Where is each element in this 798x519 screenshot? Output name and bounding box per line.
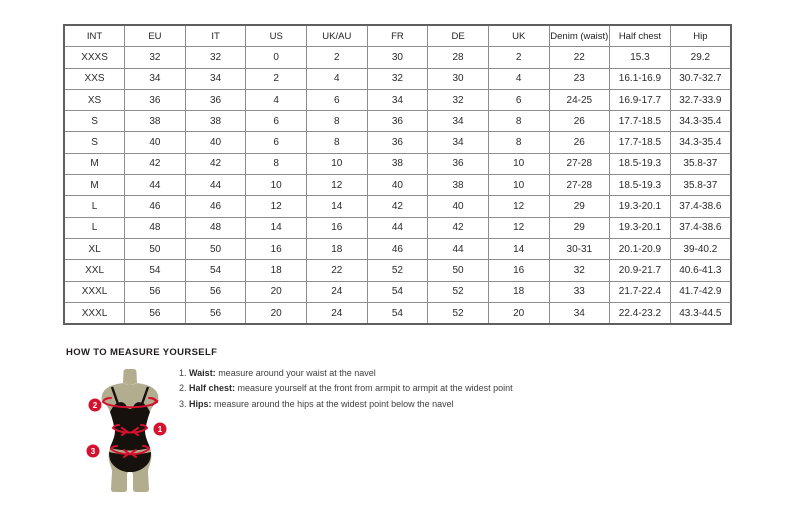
- table-cell: 54: [125, 260, 186, 281]
- mannequin-neck-shape: [123, 369, 137, 385]
- size-chart-header-row: [64, 25, 731, 47]
- table-cell: 2: [488, 47, 549, 68]
- table-cell: 56: [185, 302, 246, 324]
- table-cell: 14: [307, 196, 368, 217]
- table-cell: 19.3-20.1: [610, 196, 671, 217]
- table-cell: XXXS: [64, 47, 125, 68]
- table-cell: 56: [125, 302, 186, 324]
- table-cell: 34: [367, 89, 428, 110]
- table-cell: 32: [428, 89, 489, 110]
- table-cell: 56: [185, 281, 246, 302]
- table-cell: 23: [549, 68, 610, 89]
- table-cell: 22: [307, 260, 368, 281]
- table-cell: 16: [488, 260, 549, 281]
- table-cell: 54: [367, 302, 428, 324]
- table-cell: 35.8-37: [670, 175, 731, 196]
- table-cell: 6: [246, 111, 307, 132]
- table-cell: 20: [246, 302, 307, 324]
- table-cell: 24-25: [549, 89, 610, 110]
- table-cell: 8: [307, 132, 368, 153]
- table-row: [64, 175, 731, 196]
- table-cell: 20.1-20.9: [610, 238, 671, 259]
- table-row: [64, 302, 731, 324]
- table-cell: 17.7-18.5: [610, 111, 671, 132]
- table-cell: M: [64, 175, 125, 196]
- measure-step-term: Half chest:: [189, 383, 236, 394]
- table-cell: 48: [185, 217, 246, 238]
- table-cell: S: [64, 132, 125, 153]
- table-cell: 6: [246, 132, 307, 153]
- table-cell: 18: [246, 260, 307, 281]
- table-cell: 30.7-32.7: [670, 68, 731, 89]
- table-cell: 54: [185, 260, 246, 281]
- measure-step-number: 3.: [179, 398, 190, 409]
- table-cell: 40: [125, 132, 186, 153]
- table-cell: 36: [125, 89, 186, 110]
- table-row: [64, 89, 731, 110]
- table-cell: M: [64, 153, 125, 174]
- table-cell: 8: [488, 111, 549, 132]
- measure-step-description: measure around the hips at the widest point below the navel: [211, 398, 454, 409]
- table-cell: 10: [307, 153, 368, 174]
- table-cell: 32: [185, 47, 246, 68]
- table-cell: 4: [488, 68, 549, 89]
- table-cell: 29: [549, 217, 610, 238]
- hips-badge: [87, 445, 100, 458]
- table-cell: 10: [488, 153, 549, 174]
- measure-step-description: measure around your waist at the navel: [215, 368, 376, 378]
- table-cell: 40: [428, 196, 489, 217]
- table-cell: 40: [185, 132, 246, 153]
- table-cell: 18.5-19.3: [610, 175, 671, 196]
- table-row: [64, 217, 731, 238]
- column-header: DE: [428, 25, 489, 47]
- table-cell: 18: [488, 281, 549, 302]
- table-cell: 42: [367, 196, 428, 217]
- column-header: INT: [64, 25, 125, 47]
- table-cell: XXL: [64, 260, 125, 281]
- table-cell: 6: [488, 89, 549, 110]
- table-cell: 16: [307, 217, 368, 238]
- table-cell: 8: [307, 111, 368, 132]
- table-cell: 16.1-16.9: [610, 68, 671, 89]
- chest-badge: [89, 399, 102, 412]
- table-cell: 34.3-35.4: [670, 111, 731, 132]
- table-cell: XS: [64, 89, 125, 110]
- table-cell: 19.3-20.1: [610, 217, 671, 238]
- table-row: [64, 238, 731, 259]
- table-cell: 16.9-17.7: [610, 89, 671, 110]
- column-header: Denim (waist): [549, 25, 610, 47]
- measure-step: [179, 368, 513, 383]
- column-header: US: [246, 25, 307, 47]
- table-cell: 4: [246, 89, 307, 110]
- table-cell: 27-28: [549, 175, 610, 196]
- chest-badge-label: 2: [92, 401, 98, 410]
- table-cell: 54: [367, 281, 428, 302]
- table-cell: 44: [367, 217, 428, 238]
- table-cell: 34: [428, 132, 489, 153]
- table-cell: 14: [246, 217, 307, 238]
- mannequin-illustration: [80, 366, 180, 498]
- table-cell: XXXL: [64, 302, 125, 324]
- column-header: IT: [185, 25, 246, 47]
- table-cell: 34: [125, 68, 186, 89]
- table-cell: 15.3: [610, 47, 671, 68]
- table-cell: 33: [549, 281, 610, 302]
- table-cell: 18.5-19.3: [610, 153, 671, 174]
- table-cell: 2: [307, 47, 368, 68]
- column-header: UK: [488, 25, 549, 47]
- column-header: EU: [125, 25, 186, 47]
- table-row: [64, 260, 731, 281]
- table-cell: 0: [246, 47, 307, 68]
- table-cell: 42: [125, 153, 186, 174]
- table-cell: 35.8-37: [670, 153, 731, 174]
- table-cell: 46: [185, 196, 246, 217]
- table-cell: 30: [428, 68, 489, 89]
- table-cell: 38: [428, 175, 489, 196]
- table-cell: 38: [125, 111, 186, 132]
- table-cell: 50: [125, 238, 186, 259]
- table-cell: 12: [488, 217, 549, 238]
- table-row: [64, 68, 731, 89]
- table-cell: 4: [307, 68, 368, 89]
- table-cell: 36: [367, 111, 428, 132]
- measure-step-term: Hips:: [189, 398, 212, 409]
- table-cell: 30: [367, 47, 428, 68]
- table-cell: 42: [185, 153, 246, 174]
- table-cell: 20: [488, 302, 549, 324]
- table-cell: 34: [549, 302, 610, 324]
- table-cell: 52: [367, 260, 428, 281]
- table-cell: 36: [185, 89, 246, 110]
- table-cell: 40: [367, 175, 428, 196]
- waist-badge: [154, 423, 167, 436]
- table-cell: 50: [185, 238, 246, 259]
- measure-step-number: 2.: [179, 383, 190, 394]
- measure-step-number: 1.: [179, 368, 190, 378]
- table-cell: 43.3-44.5: [670, 302, 731, 324]
- column-header: FR: [367, 25, 428, 47]
- table-cell: 16: [246, 238, 307, 259]
- measure-steps: [179, 368, 513, 414]
- table-cell: L: [64, 196, 125, 217]
- measure-step: [179, 399, 513, 414]
- column-header: Hip: [670, 25, 731, 47]
- table-cell: 12: [488, 196, 549, 217]
- table-row: [64, 111, 731, 132]
- table-cell: 52: [428, 281, 489, 302]
- table-cell: 44: [185, 175, 246, 196]
- table-cell: 41.7-42.9: [670, 281, 731, 302]
- table-cell: 17.7-18.5: [610, 132, 671, 153]
- table-cell: 20.9-21.7: [610, 260, 671, 281]
- table-cell: 38: [185, 111, 246, 132]
- table-row: [64, 281, 731, 302]
- table-cell: 32: [549, 260, 610, 281]
- table-cell: 48: [125, 217, 186, 238]
- table-cell: 36: [367, 132, 428, 153]
- table-cell: 8: [246, 153, 307, 174]
- measure-step-term: Waist:: [189, 368, 216, 378]
- table-cell: XXS: [64, 68, 125, 89]
- table-cell: 27-28: [549, 153, 610, 174]
- table-cell: S: [64, 111, 125, 132]
- table-cell: 24: [307, 281, 368, 302]
- table-cell: 34: [428, 111, 489, 132]
- table-cell: 22.4-23.2: [610, 302, 671, 324]
- table-cell: 42: [428, 217, 489, 238]
- table-cell: 29: [549, 196, 610, 217]
- table-cell: 36: [428, 153, 489, 174]
- column-header: Half chest: [610, 25, 671, 47]
- hips-badge-label: 3: [90, 447, 96, 456]
- size-chart-table: [63, 24, 732, 325]
- table-row: [64, 196, 731, 217]
- table-cell: 40.6-41.3: [670, 260, 731, 281]
- table-cell: 29.2: [670, 47, 731, 68]
- table-cell: 30-31: [549, 238, 610, 259]
- table-cell: 21.7-22.4: [610, 281, 671, 302]
- table-cell: 12: [246, 196, 307, 217]
- table-row: [64, 47, 731, 68]
- table-row: [64, 153, 731, 174]
- table-cell: 38: [367, 153, 428, 174]
- table-cell: 34: [185, 68, 246, 89]
- measure-step-description: measure yourself at the front from armpit to armpit at the widest point: [235, 383, 513, 394]
- table-cell: 46: [367, 238, 428, 259]
- table-cell: 52: [428, 302, 489, 324]
- column-header: UK/AU: [307, 25, 368, 47]
- waist-badge-label: 1: [157, 425, 163, 434]
- table-cell: 44: [428, 238, 489, 259]
- table-cell: 32: [125, 47, 186, 68]
- table-cell: 34.3-35.4: [670, 132, 731, 153]
- size-chart-body: [64, 47, 731, 324]
- table-cell: 12: [307, 175, 368, 196]
- table-cell: 26: [549, 132, 610, 153]
- table-cell: 20: [246, 281, 307, 302]
- table-cell: 14: [488, 238, 549, 259]
- table-cell: XXXL: [64, 281, 125, 302]
- table-cell: 10: [488, 175, 549, 196]
- table-cell: 46: [125, 196, 186, 217]
- measure-heading: HOW TO MEASURE YOURSELF: [66, 347, 218, 358]
- table-cell: 32.7-33.9: [670, 89, 731, 110]
- table-cell: 24: [307, 302, 368, 324]
- table-cell: 18: [307, 238, 368, 259]
- table-cell: 37.4-38.6: [670, 196, 731, 217]
- table-cell: 2: [246, 68, 307, 89]
- table-cell: 28: [428, 47, 489, 68]
- table-cell: 56: [125, 281, 186, 302]
- table-row: [64, 132, 731, 153]
- table-cell: 6: [307, 89, 368, 110]
- table-cell: XL: [64, 238, 125, 259]
- table-cell: 26: [549, 111, 610, 132]
- table-cell: 8: [488, 132, 549, 153]
- table-cell: 39-40.2: [670, 238, 731, 259]
- table-cell: 32: [367, 68, 428, 89]
- table-cell: 37.4-38.6: [670, 217, 731, 238]
- table-cell: 22: [549, 47, 610, 68]
- measure-step: [179, 383, 513, 398]
- table-cell: 44: [125, 175, 186, 196]
- table-cell: 10: [246, 175, 307, 196]
- table-cell: L: [64, 217, 125, 238]
- table-cell: 50: [428, 260, 489, 281]
